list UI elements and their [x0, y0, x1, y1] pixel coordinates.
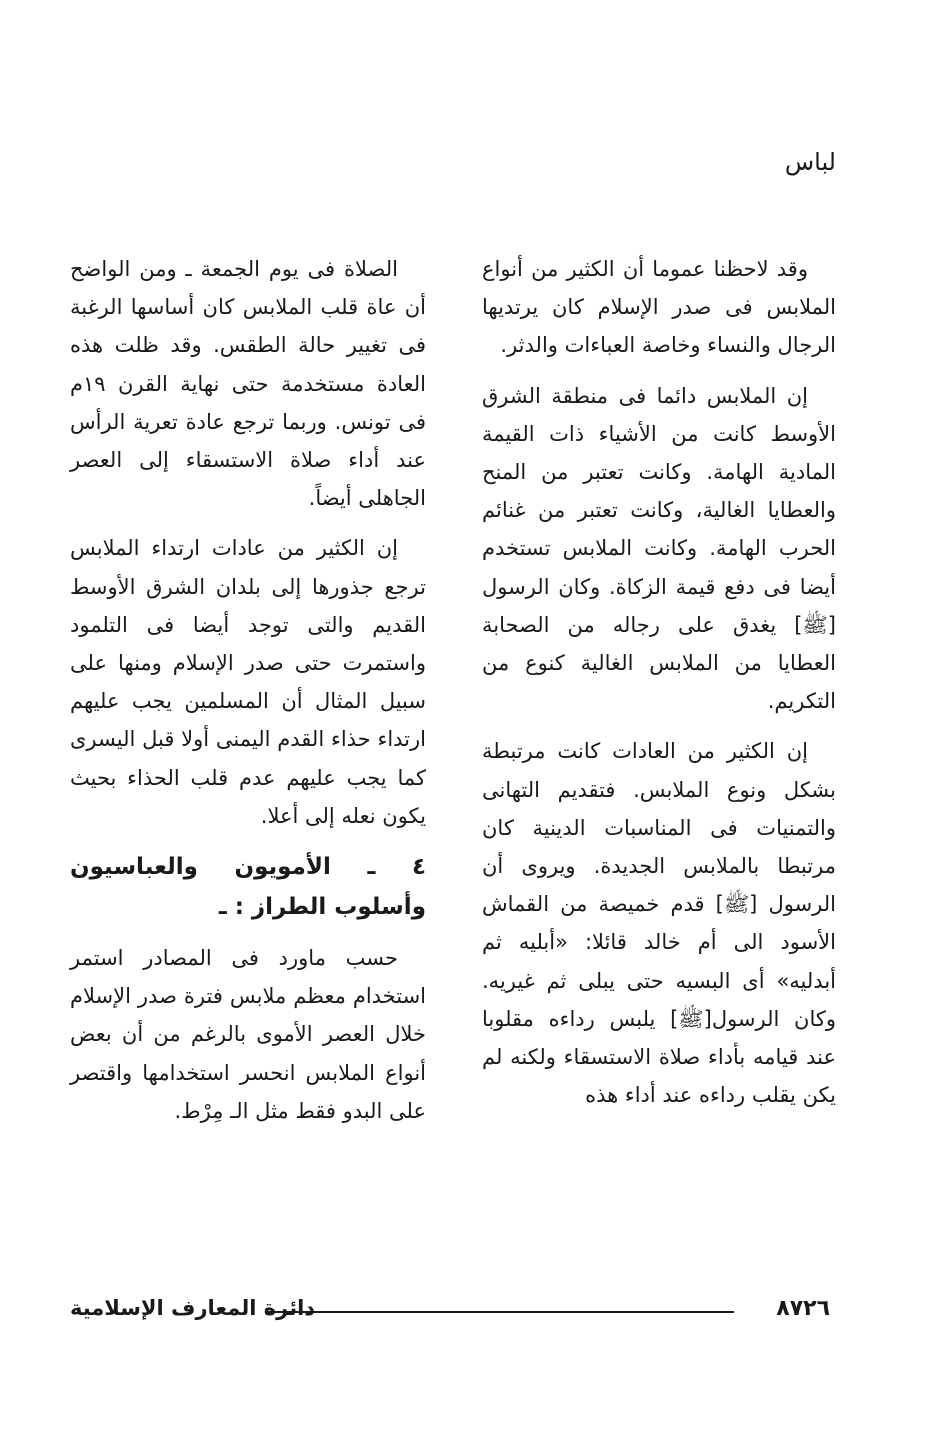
right-text-column	[482, 250, 836, 1126]
paragraph: حسب ماورد فى المصادر استمر استخدام معظم ملابس فترة صدر الإسلام خلال العصر الأموى بالرغم من أن بعض أنواع الملابس انحسر استخدامها واقتصر على البدو فقط مثل الـ مِرْط.	[70, 946, 426, 1123]
paragraph: وقد لاحظنا عموما أن الكثير من أنواع الملابس فى صدر الإسلام كان يرتديها الرجال والنساء وخاصة العباءات والدثر.	[482, 257, 836, 358]
page-header-title: لباس	[784, 148, 836, 176]
page-footer	[70, 1296, 830, 1326]
paragraph: إن الكثير من العادات كانت مرتبطة بشكل ونوع الملابس. فتقديم التهانى والتمنيات فى المناسبات الدينية كان مرتبطا بالملابس الجديدة. ويروى أن الرسول [ﷺ] قدم خميصة من القماش الأسود الى أم خالد قائلا: «أبليه ثم أبدليه» أى البسيه حتى يبلى ثم غيريه. وكان الرسول[ﷺ] يلبس رداءه مقلوبا عند قيامه بأداء صلاة الاستسقاء ولكنه لم يكن يقلب رداءه عند أداء هذه	[482, 739, 836, 1108]
page-number: ٨٧٢٦	[776, 1296, 830, 1321]
paragraph: إن الكثير من عادات ارتداء الملابس ترجع جذورها إلى بلدان الشرق الأوسط القديم والتى توجد أيضا فى التلمود واستمرت حتى صدر الإسلام ومنها على سبيل المثال أن المسلمين يجب عليهم ارتداء حذاء القدم اليمنى أولا قبل اليسرى كما يجب عليهم عدم قلب الحذاء بحيث يكون نعله إلى أعلا.	[70, 536, 426, 828]
paragraph: إن الملابس دائما فى منطقة الشرق الأوسط كانت من الأشياء ذات القيمة المادية الهامة. وكانت تعتبر من المنح والعطايا الغالية، وكانت تعتبر من غنائم الحرب الهامة. وكانت الملابس تستخدم أيضا فى دفع قيمة الزكاة. وكان الرسول [ﷺ] يغدق على رجاله من الصحابة العطايا من الملابس الغالية كنوع من التكريم.	[482, 383, 836, 714]
publication-title: دائرة المعارف الإسلامية	[70, 1296, 316, 1320]
section-heading: ٤ ـ الأمويون والعباسيون وأسلوب الطراز : ـ	[70, 854, 426, 921]
left-text-column	[70, 250, 426, 1142]
footer-divider	[268, 1311, 734, 1313]
paragraph: الصلاة فى يوم الجمعة ـ ومن الواضح أن عاة قلب الملابس كان أساسها الرغبة فى تغيير حالة الطقس. وقد ظلت هذه العادة مستخدمة حتى نهاية القرن ١٩م فى تونس. وربما ترجع عادة تعرية الرأس عند أداء صلاة الاستسقاء إلى العصر الجاهلى أيضاً.	[70, 257, 426, 511]
